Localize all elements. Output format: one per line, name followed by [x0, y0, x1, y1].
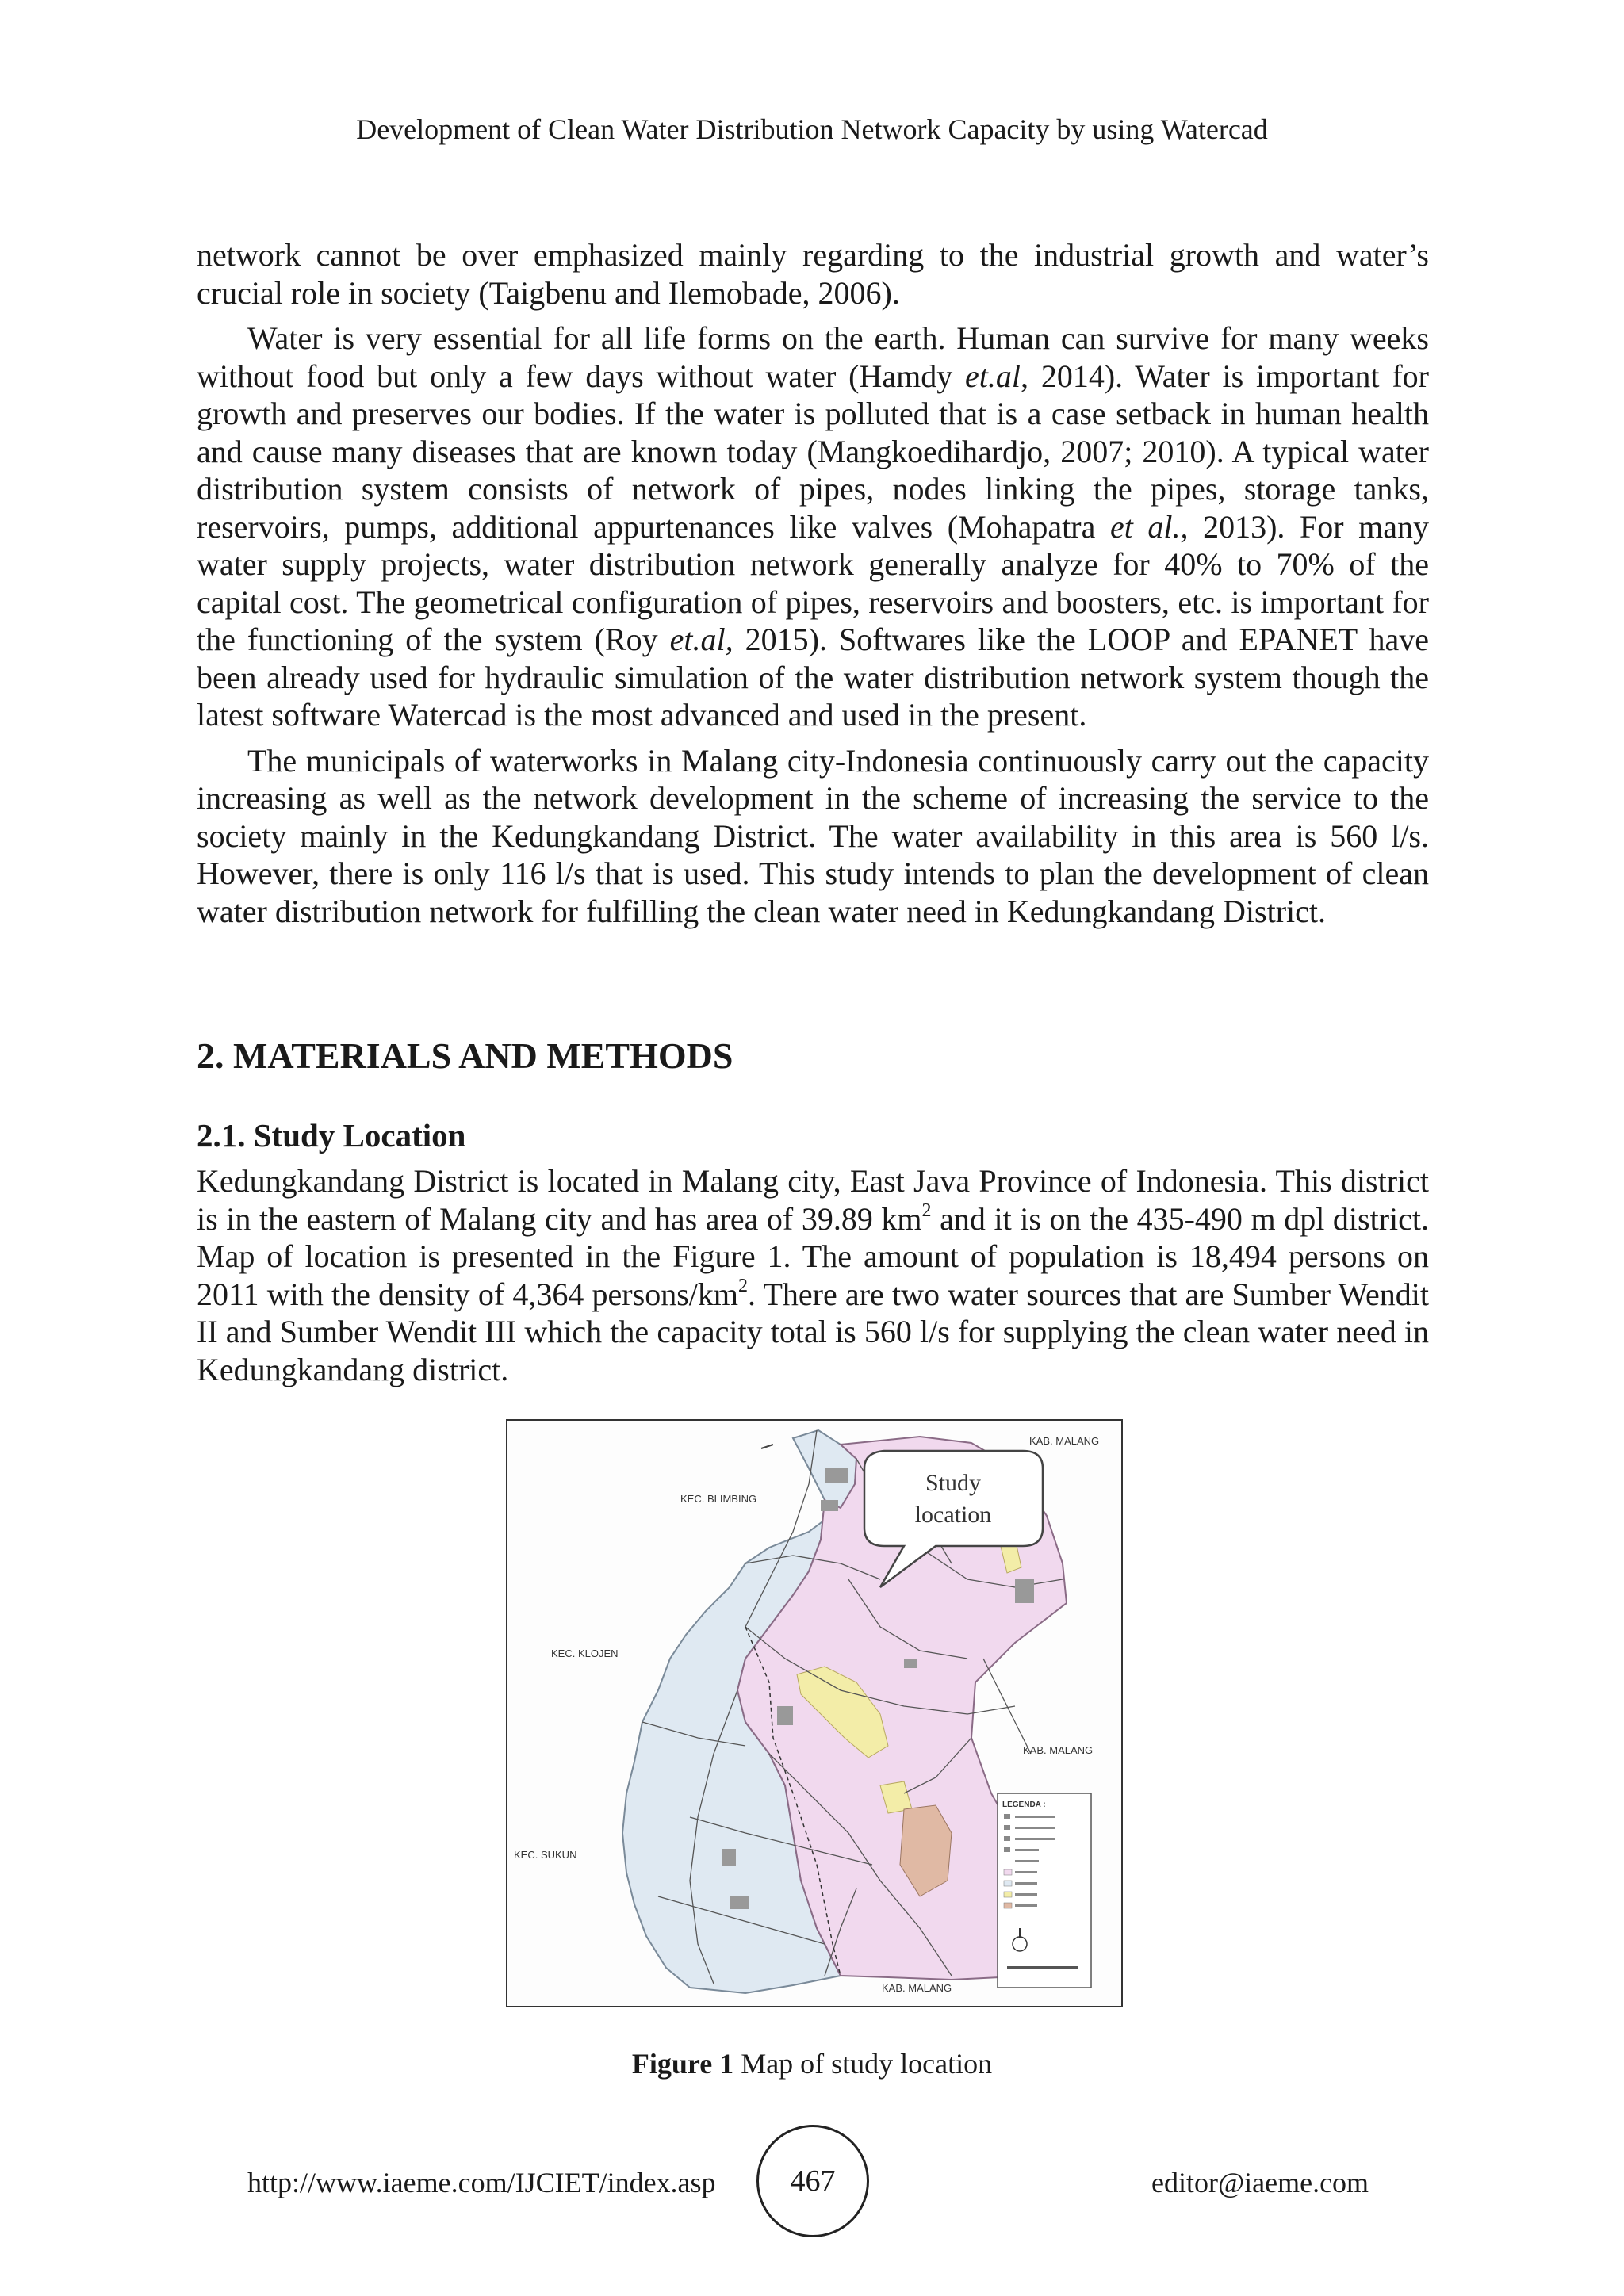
label-kab-malang-right: KAB. MALANG	[1023, 1744, 1094, 1756]
footer-email-link[interactable]: editor@iaeme.com	[1151, 2167, 1369, 2198]
label-kec-sukun: KEC. SUKUN	[514, 1849, 577, 1861]
section-heading: 2. MATERIALS AND METHODS	[197, 1035, 733, 1076]
callout-line-1: Study	[925, 1470, 982, 1496]
paragraph-4: Kedungkandang District is located in Malang city, East Java Province of Indonesia. This district is in the eastern of Malang city and has area of 39.89 $km^2$ and it is on the 435-490 m dpl district. Map of location is presented in the Figure 1. The amount of population is 18,494 persons on 2011 with the density of 4,364 persons/$km^2$. There are two water sources that are Sumber Wendit II and Sumber Wendit III which the capacity total is 560 l/s for supplying the clean water need in Kedungkandang district.	[197, 1163, 1429, 1387]
running-header: Development of Clean Water Distribution Network Capacity by using Watercad	[356, 113, 1268, 145]
paragraph-1: network cannot be over emphasized mainly regarding to the industrial growth and water’s crucial role in society (Taigbenu and Ilemobade, 2006).	[197, 237, 1429, 311]
paragraph-2: Water is very essential for all life forms on the earth. Human can survive for many weeks without food but only a few days without water (Hamdy et.al, 2014). Water is important for growth and preserves our bodies. If the water is polluted that is a case setback in human health and cause many diseases that are known today (Mangkoedihardjo, 2007; 2010). A typical water distribution system consists of network of pipes, nodes linking the pipes, storage tanks, reservoirs, pumps, additional appurtenances like valves (Mohapatra et al., 2013). For many water supply projects, water distribution network generally analyze for 40% to 70% of the capital cost. The geometrical configuration of pipes, reservoirs and boosters, etc. is important for the functioning of the system (Roy et.al, 2015). Softwares like the LOOP and EPANET have been already used for hydraulic simulation of the water distribution network system though the latest software Watercad is the most advanced and used in the present.	[197, 320, 1429, 733]
outflow-arrow	[761, 1445, 773, 1448]
paragraph-3: The municipals of waterworks in Malang city-Indonesia continuously carry out the capacity increasing as well as the network development in the scheme of increasing the service to the society mainly in the Kedungkandang District. The water availability in this area is 560 l/s. However, there is only 116 l/s that is used. This study intends to plan the development of clean water distribution network for fulfilling the clean water need in Kedungkandang District.	[197, 742, 1429, 929]
callout-line-2: location	[914, 1502, 992, 1528]
map-graphic	[508, 1421, 1121, 2006]
subsection-heading: 2.1. Study Location	[197, 1117, 466, 1154]
map-legend	[998, 1793, 1091, 1988]
footer-url-link[interactable]: http://www.iaeme.com/IJCIET/index.asp	[247, 2167, 716, 2198]
label-kab-malang-bottom: KAB. MALANG	[882, 1982, 952, 1994]
study-location-text	[197, 1162, 1429, 1388]
label-kec-klojen: KEC. KLOJEN	[551, 1647, 619, 1659]
page-number: 467	[756, 2125, 869, 2237]
label-kec-blimbing: KEC. BLIMBING	[680, 1493, 757, 1505]
intro-paragraphs	[197, 236, 1429, 930]
study-location-map	[506, 1419, 1123, 2007]
legend-title: LEGENDA :	[1002, 1800, 1046, 1809]
label-kab-malang-top: KAB. MALANG	[1029, 1435, 1100, 1447]
figure-caption: Figure 1 Map of study location	[631, 2048, 993, 2080]
